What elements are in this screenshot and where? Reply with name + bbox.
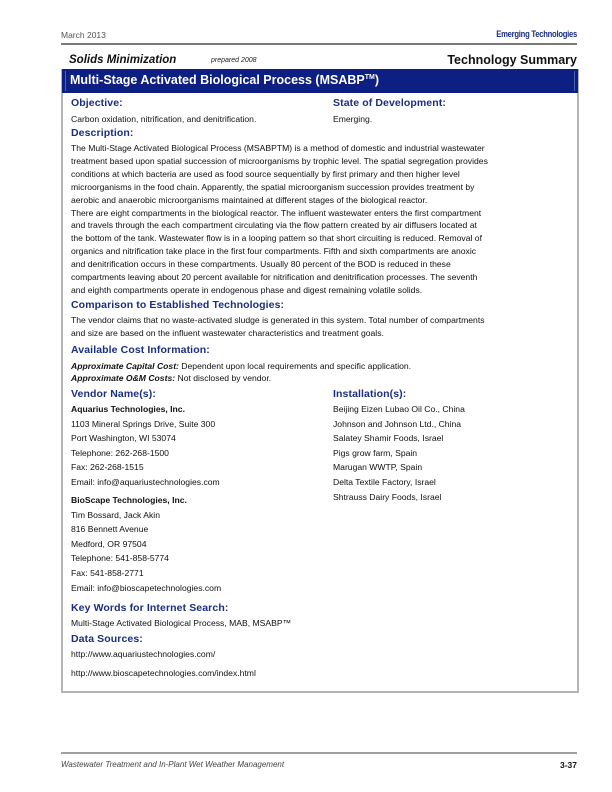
cost-text <box>71 360 571 384</box>
source-link[interactable]: http://www.bioscapetechnologies.com/index.html <box>71 668 256 678</box>
page-title <box>70 73 379 87</box>
description-line: The Multi-Stage Activated Biological Process (MSABPTM) is a method of domestic and industrial wastewater <box>71 143 485 153</box>
installation-item: Salatey Shamir Foods, Israel <box>333 433 444 444</box>
description-line: aerobic and anaerobic microorganisms maintained at different stages of the biological reactor. <box>71 194 428 205</box>
vendor-line: Fax: 541-858-2771 <box>71 567 144 578</box>
vendor-line: Telephone: 541-858-5774 <box>71 553 169 564</box>
title-close: ) <box>374 73 380 87</box>
prepared-label: prepared 2008 <box>211 57 257 64</box>
description-line: organics and nitrification take place in the first four compartments. Fifth and sixth compartments are anoxic <box>71 246 477 257</box>
comparison-line: and size are based on the influent wastewater characteristics and treatment goals. <box>71 327 384 338</box>
keywords-heading: Key Words for Internet Search: <box>71 602 229 614</box>
capital-cost-label: Approximate Capital Cost: <box>71 361 179 371</box>
installations-list <box>333 402 465 504</box>
footer-title: Wastewater Treatment and In-Plant Wet Weather Management <box>61 760 285 769</box>
vendor-name: Aquarius Technologies, Inc. <box>71 404 185 414</box>
sources-heading: Data Sources: <box>71 633 143 645</box>
state-heading: State of Development: <box>333 97 446 109</box>
description-line: compartments leaving about 20 percent available for nitrification and denitrification processes. The seventh <box>71 272 478 283</box>
state-text: Emerging. <box>333 114 373 124</box>
vendor-line: 816 Bennett Avenue <box>71 524 149 535</box>
vendor-line: Telephone: 262-268-1500 <box>71 447 169 458</box>
comparison-heading: Comparison to Established Technologies: <box>71 299 285 311</box>
vendor-line: 1103 Mineral Springs Drive, Suite 300 <box>71 418 216 429</box>
page-number: 3-37 <box>559 760 577 770</box>
om-cost-value: Not disclosed by vendor. <box>175 373 272 383</box>
category-label: Solids Minimization <box>69 54 177 66</box>
vendor-line: Medford, OR 97504 <box>71 538 147 549</box>
description-text <box>71 142 571 297</box>
comparison-line: The vendor claims that no waste-activated sludge is generated in this system. Total number of compartments <box>71 315 485 325</box>
installation-item: Pigs grow farm, Spain <box>333 447 418 458</box>
capital-cost-line <box>71 360 571 372</box>
installation-item: Delta Textile Factory, Israel <box>333 476 436 487</box>
description-line: and eighth compartments operate in endogenous phase and digest remaining volatile solids. <box>71 284 423 295</box>
objective-heading: Objective: <box>71 97 123 109</box>
vendor-name: BioScape Technologies, Inc. <box>71 495 187 505</box>
vendor-line: Tim Bossard, Jack Akin <box>71 509 160 520</box>
header-date: March 2013 <box>61 30 106 40</box>
vendor-aquarius <box>71 402 220 490</box>
installations-heading: Installation(s): <box>333 388 407 400</box>
description-line: conditions at which bacteria are used as food source sequentially by first primary and then higher level <box>71 168 460 179</box>
description-line: and travels through the each compartment circulating via the flow pattern created by air diffusers located at <box>71 220 477 231</box>
om-cost-line <box>71 372 571 384</box>
title-bar <box>62 69 578 93</box>
description-line: the bottom of the tank. Wastewater flow is in a looping pattern so that short circuiting is reduced. Removal of <box>71 233 482 244</box>
installation-item: Beijing Eizen Lubao Oil Co., China <box>333 404 465 414</box>
keywords-text: Multi-Stage Activated Biological Process, MAB, MSABP™ <box>71 618 292 628</box>
vendor-email: Email: info@aquariustechnologies.com <box>71 476 220 487</box>
objective-text: Carbon oxidation, nitrification, and denitrification. <box>71 114 257 124</box>
title-text: Multi-Stage Activated Biological Process (MSABP <box>70 73 365 87</box>
description-line: microorganisms in the food chain. Apparently, the spatial microorganism succession provides treatment by <box>71 181 475 192</box>
description-line: There are eight compartments in the biological reactor. The influent wastewater enters the first compartment <box>71 207 482 218</box>
installation-item: Shtrauss Dairy Foods, Israel <box>333 491 442 502</box>
installation-item: Johnson and Johnson Ltd., China <box>333 418 462 429</box>
vendor-line: Port Washington, WI 53074 <box>71 433 176 444</box>
summary-box <box>61 69 579 693</box>
cost-heading: Available Cost Information: <box>71 344 210 356</box>
title-trademark: TM <box>364 73 375 81</box>
capital-cost-value: Dependent upon local requirements and specific application. <box>178 361 412 371</box>
page-footer <box>61 752 577 770</box>
description-line: treatment based upon spatial succession of microorganisms by trophic level. The spatial segregation provides <box>71 155 488 166</box>
vendor-line: Fax: 262-268-1515 <box>71 462 144 473</box>
sub-header <box>69 54 577 68</box>
vendors-heading: Vendor Name(s): <box>71 388 156 400</box>
om-cost-label: Approximate O&M Costs: <box>71 373 176 383</box>
vendor-bioscape <box>71 493 221 595</box>
doc-type-label: Technology Summary <box>447 53 577 67</box>
running-header <box>61 28 577 45</box>
comparison-text <box>71 314 571 340</box>
description-heading: Description: <box>71 127 134 139</box>
description-line: and denitrification occurs in these compartments. Usually 80 percent of the BOD is reduced in these <box>71 259 451 270</box>
header-section: Emerging Technologies <box>496 29 577 39</box>
vendor-email: Email: info@bioscapetechnologies.com <box>71 582 222 593</box>
source-link[interactable]: http://www.aquariustechnologies.com/ <box>71 649 216 659</box>
installation-item: Marugan WWTP, Spain <box>333 462 423 473</box>
